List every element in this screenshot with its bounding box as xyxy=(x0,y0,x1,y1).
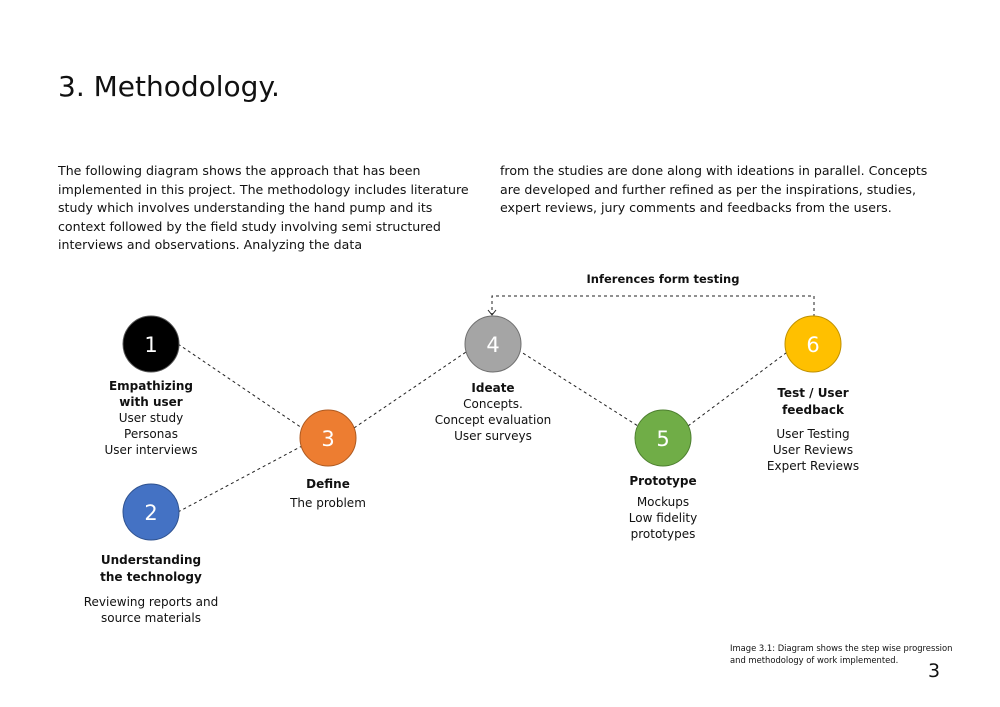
feedback-arrow-head xyxy=(488,310,496,315)
step-5-detail: Mockups xyxy=(636,495,690,509)
step-3-node xyxy=(300,410,356,466)
step-5-number: 5 xyxy=(656,427,670,451)
step-5-node xyxy=(635,410,691,466)
step-4-detail: User surveys xyxy=(454,429,532,443)
step-6-detail: User Testing xyxy=(776,427,850,441)
step-2-detail: source materials xyxy=(100,611,201,625)
step-3-title: Define xyxy=(306,477,350,491)
step-4-number: 4 xyxy=(486,333,500,357)
step-5-label xyxy=(603,473,723,542)
step-2-title-2: the technology xyxy=(100,570,202,584)
step-1-detail: Personas xyxy=(124,427,178,441)
caption-line: Image 3.1: Diagram shows the step wise progression xyxy=(730,643,953,653)
caption-line: and methodology of work implemented. xyxy=(730,655,899,665)
step-6-detail: Expert Reviews xyxy=(766,459,860,473)
step-6-detail: User Reviews xyxy=(772,443,854,457)
step-1-detail: User study xyxy=(118,411,184,425)
step-2-node xyxy=(123,484,179,540)
step-1-node xyxy=(123,316,179,372)
feedback-label: Inferences form testing xyxy=(586,272,740,286)
intro-paragraph-left: The following diagram shows the approach that has been implemented in this project. The methodology includes literature study which involves understanding the hand pump and its context followed by the field study involving semi structured interviews and observations. Analyzing the data xyxy=(58,163,469,252)
step-5-title: Prototype xyxy=(629,474,697,488)
step-5-detail: Low fidelity xyxy=(628,511,698,525)
step-4-detail: Concept evaluation xyxy=(434,413,552,427)
step-2-number: 2 xyxy=(144,501,158,525)
step-5-detail: prototypes xyxy=(630,527,696,541)
intro-paragraph-right: from the studies are done along with ideations in parallel. Concepts are developed and further refined as per the inspirations, studies, expert reviews, jury comments and feedbacks from the users. xyxy=(500,163,928,215)
page-number: 3 xyxy=(928,660,941,682)
step-1-title-2: with user xyxy=(119,395,183,409)
step-1-label xyxy=(91,378,211,458)
step-1-detail: User interviews xyxy=(104,443,198,457)
step-2-detail: Reviewing reports and xyxy=(83,595,219,609)
step-1-number: 1 xyxy=(144,333,158,357)
step-3-label xyxy=(268,476,388,511)
step-4-title: Ideate xyxy=(471,381,515,395)
step-6-number: 6 xyxy=(806,333,820,357)
step-1-title: Empathizing xyxy=(108,379,193,393)
step-6-title: Test / User xyxy=(777,386,849,400)
step-4-node xyxy=(465,316,521,372)
step-3-number: 3 xyxy=(321,427,335,451)
step-2-title: Understanding xyxy=(100,553,202,567)
page-title: 3. Methodology. xyxy=(58,70,280,103)
step-6-label xyxy=(748,385,878,474)
figure-caption xyxy=(730,642,952,666)
step-4-label xyxy=(428,380,558,444)
step-2-label xyxy=(81,552,221,626)
step-4-detail: Concepts. xyxy=(463,397,523,411)
step-6-node xyxy=(785,316,841,372)
feedback-loop-line xyxy=(492,296,814,317)
step-6-title-2: feedback xyxy=(782,403,844,417)
step-3-detail: The problem xyxy=(290,496,366,510)
